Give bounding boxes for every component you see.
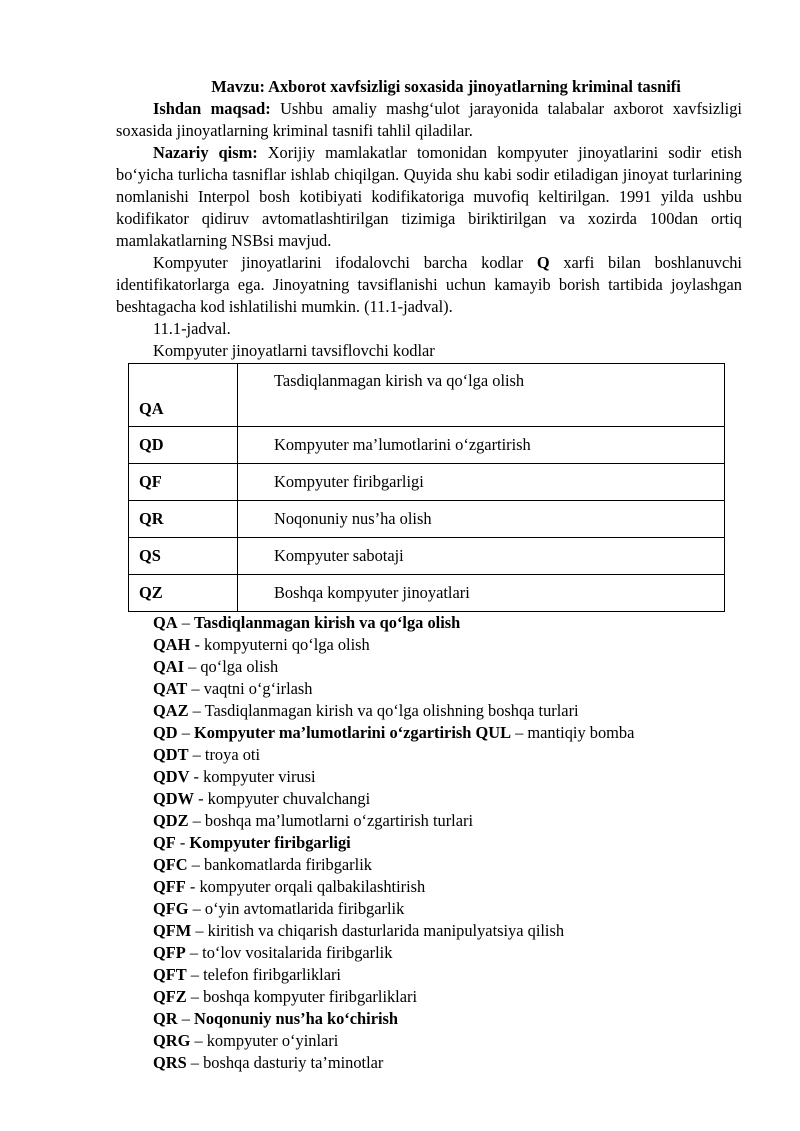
list-item-text: Tasdiqlanmagan kirish va qo‘lga olish [193, 613, 461, 632]
list-item-code: QDZ [153, 811, 189, 830]
list-item-code: QAZ [153, 701, 189, 720]
table-cell-description: Kompyuter sabotaji [238, 538, 725, 575]
purpose-paragraph [116, 98, 742, 142]
list-item [153, 634, 742, 656]
list-item-code: QFM [153, 921, 192, 940]
table-row [129, 427, 725, 464]
list-item-code: QFT [153, 965, 187, 984]
list-item-text: kiritish va chiqarish dasturlarida manipulyatsiya qilish [207, 921, 565, 940]
list-item-code: QFF [153, 877, 186, 896]
page-title: Mavzu: Axborot xavfsizligi soxasida jinoyatlarning kriminal tasnifi [211, 77, 681, 96]
list-item-separator: – [185, 943, 203, 962]
purpose-text: Ushbu amaliy mashg‘ulot jarayonida talabalar axborot xavfsizligi soxasida jinoyatlarning kriminal tasnifi tahlil qiladilar. [116, 99, 742, 140]
list-item-separator: – [187, 679, 204, 698]
list-item [153, 986, 742, 1008]
list-item [153, 898, 742, 920]
table-row [129, 538, 725, 575]
table-cell-description: Noqonuniy nus’ha olish [238, 501, 725, 538]
list-item-code: QAI [153, 657, 184, 676]
list-item [153, 678, 742, 700]
list-item-extra-text: – mantiqiy bomba [511, 723, 635, 742]
list-item-separator: – [177, 723, 194, 742]
list-item [153, 1052, 742, 1074]
list-item [153, 788, 742, 810]
table-cell-code: QF [129, 464, 238, 501]
codes-text-after: xarfi bilan boshlanuvchi identifikatorlarga ega. Jinoyatning tavsiflanishi uchun kamayib borish tartibida joylashgan beshtagacha kod ishlatilishi mumkin. (11.1-jadval). [116, 253, 742, 316]
list-item-code: QDW [153, 789, 194, 808]
list-item-code: QDT [153, 745, 189, 764]
list-item-code: QFZ [153, 987, 187, 1006]
list-item-text: Kompyuter firibgarligi [189, 833, 351, 852]
table-label: 11.1-jadval. [153, 319, 231, 338]
theory-paragraph [116, 142, 742, 252]
list-item-code: QA [153, 613, 178, 632]
list-item [153, 810, 742, 832]
codes-text-before: Kompyuter jinoyatlarini ifodalovchi barcha kodlar [153, 253, 537, 272]
list-item-separator: – [188, 899, 205, 918]
table-row [129, 501, 725, 538]
list-item-text: kompyuterni qo‘lga olish [204, 635, 370, 654]
list-item-separator: - [190, 635, 204, 654]
list-item [153, 832, 742, 854]
list-item [153, 612, 742, 634]
list-item [153, 876, 742, 898]
list-item-code: QFC [153, 855, 188, 874]
list-item [153, 920, 742, 942]
list-item-text: kompyuter chuvalchangi [207, 789, 371, 808]
list-item-text: qo‘lga olish [200, 657, 279, 676]
list-item-separator: – [188, 701, 205, 720]
list-item-code: QDV [153, 767, 190, 786]
list-item [153, 1008, 742, 1030]
list-item-text: troya oti [204, 745, 261, 764]
codes-list [116, 612, 742, 1074]
list-item-code: QR [153, 1009, 178, 1028]
list-item [153, 656, 742, 678]
list-item [153, 722, 742, 744]
list-item-separator: – [183, 657, 201, 676]
list-item-separator: - [185, 877, 200, 896]
list-item-extra-code: QUL [475, 723, 512, 742]
list-item-text: bankomatlarda firibgarlik [204, 855, 372, 874]
list-item-code: QFP [153, 943, 186, 962]
codes-letter: Q [536, 253, 550, 272]
list-item-separator: – [187, 855, 204, 874]
table-cell-description: Tasdiqlanmagan kirish va qo‘lga olish [238, 364, 725, 427]
list-item-separator: - [189, 767, 204, 786]
list-item-text: boshqa ma’lumotlarni o‘zgartirish turlari [204, 811, 474, 830]
list-item [153, 700, 742, 722]
list-item-separator: - [193, 789, 208, 808]
list-item-text: Noqonuniy nus’ha ko‘chirish [193, 1009, 399, 1028]
list-item-code: QRG [153, 1031, 191, 1050]
list-item-text: boshqa kompyuter firibgarliklari [203, 987, 418, 1006]
list-item [153, 1030, 742, 1052]
table-cell-description: Boshqa kompyuter jinoyatlari [238, 575, 725, 612]
table-cell-code: QD [129, 427, 238, 464]
list-item-code: QD [153, 723, 178, 742]
codes-paragraph [116, 252, 742, 318]
table-cell-code: QZ [129, 575, 238, 612]
list-item [153, 766, 742, 788]
table-cell-code: QR [129, 501, 238, 538]
document-body [116, 76, 742, 1074]
list-item-separator: – [191, 921, 208, 940]
list-item-separator: – [186, 965, 204, 984]
list-item-separator: – [177, 613, 194, 632]
list-item-code: QRS [153, 1053, 187, 1072]
list-item-text: Tasdiqlanmagan kirish va qo‘lga olishning boshqa turlari [204, 701, 579, 720]
list-item [153, 964, 742, 986]
list-item-separator: – [177, 1009, 194, 1028]
purpose-label: Ishdan maqsad: [153, 99, 271, 118]
table-row [129, 575, 725, 612]
list-item-separator: – [190, 1031, 207, 1050]
table-cell-code: QA [129, 364, 238, 427]
list-item-text: to‘lov vositalarida firibgarlik [202, 943, 393, 962]
list-item-separator: - [175, 833, 190, 852]
list-item-text: Kompyuter ma’lumotlarini o‘zgartirish [193, 723, 476, 742]
table-row [129, 364, 725, 427]
codes-table [128, 363, 725, 612]
list-item-text: kompyuter virusi [203, 767, 316, 786]
list-item-separator: – [188, 745, 205, 764]
list-item-text: vaqtni o‘g‘irlash [203, 679, 313, 698]
list-item [153, 942, 742, 964]
list-item-text: o‘yin avtomatlarida firibgarlik [204, 899, 405, 918]
list-item-separator: – [186, 987, 204, 1006]
list-item-separator: – [188, 811, 205, 830]
list-item-code: QAH [153, 635, 191, 654]
list-item [153, 744, 742, 766]
list-item-text: boshqa dasturiy ta’minotlar [203, 1053, 384, 1072]
list-item-text: kompyuter orqali qalbakilashtirish [199, 877, 426, 896]
table-cell-description: Kompyuter ma’lumotlarini o‘zgartirish [238, 427, 725, 464]
table-cell-description: Kompyuter firibgarligi [238, 464, 725, 501]
list-item-text: kompyuter o‘yinlari [206, 1031, 339, 1050]
theory-text: Xorijiy mamlakatlar tomonidan kompyuter jinoyatlarini sodir etish bo‘yicha turlicha tasniflar ishlab chiqilgan. Quyida shu kabi sodir etiladigan jinoyat turlarining nomlanishi Interpol bosh kotibiyati kodifikatoriga muvofiq keltirilgan. 1991 yilda ushbu kodifikator qidiruv avtomatlashtirilgan tizimiga biriktirilgan va xozirda 100dan ortiq mamlakatlarning NSBsi mavjud. [116, 143, 742, 250]
theory-label: Nazariy qism: [153, 143, 258, 162]
list-item-separator: – [186, 1053, 204, 1072]
list-item-code: QFG [153, 899, 189, 918]
list-item [153, 854, 742, 876]
table-cell-code: QS [129, 538, 238, 575]
list-item-code: QAT [153, 679, 188, 698]
list-item-code: QF [153, 833, 176, 852]
table-row [129, 464, 725, 501]
list-item-text: telefon firibgarliklari [203, 965, 341, 984]
table-caption: Kompyuter jinoyatlarni tavsiflovchi kodlar [153, 341, 435, 360]
